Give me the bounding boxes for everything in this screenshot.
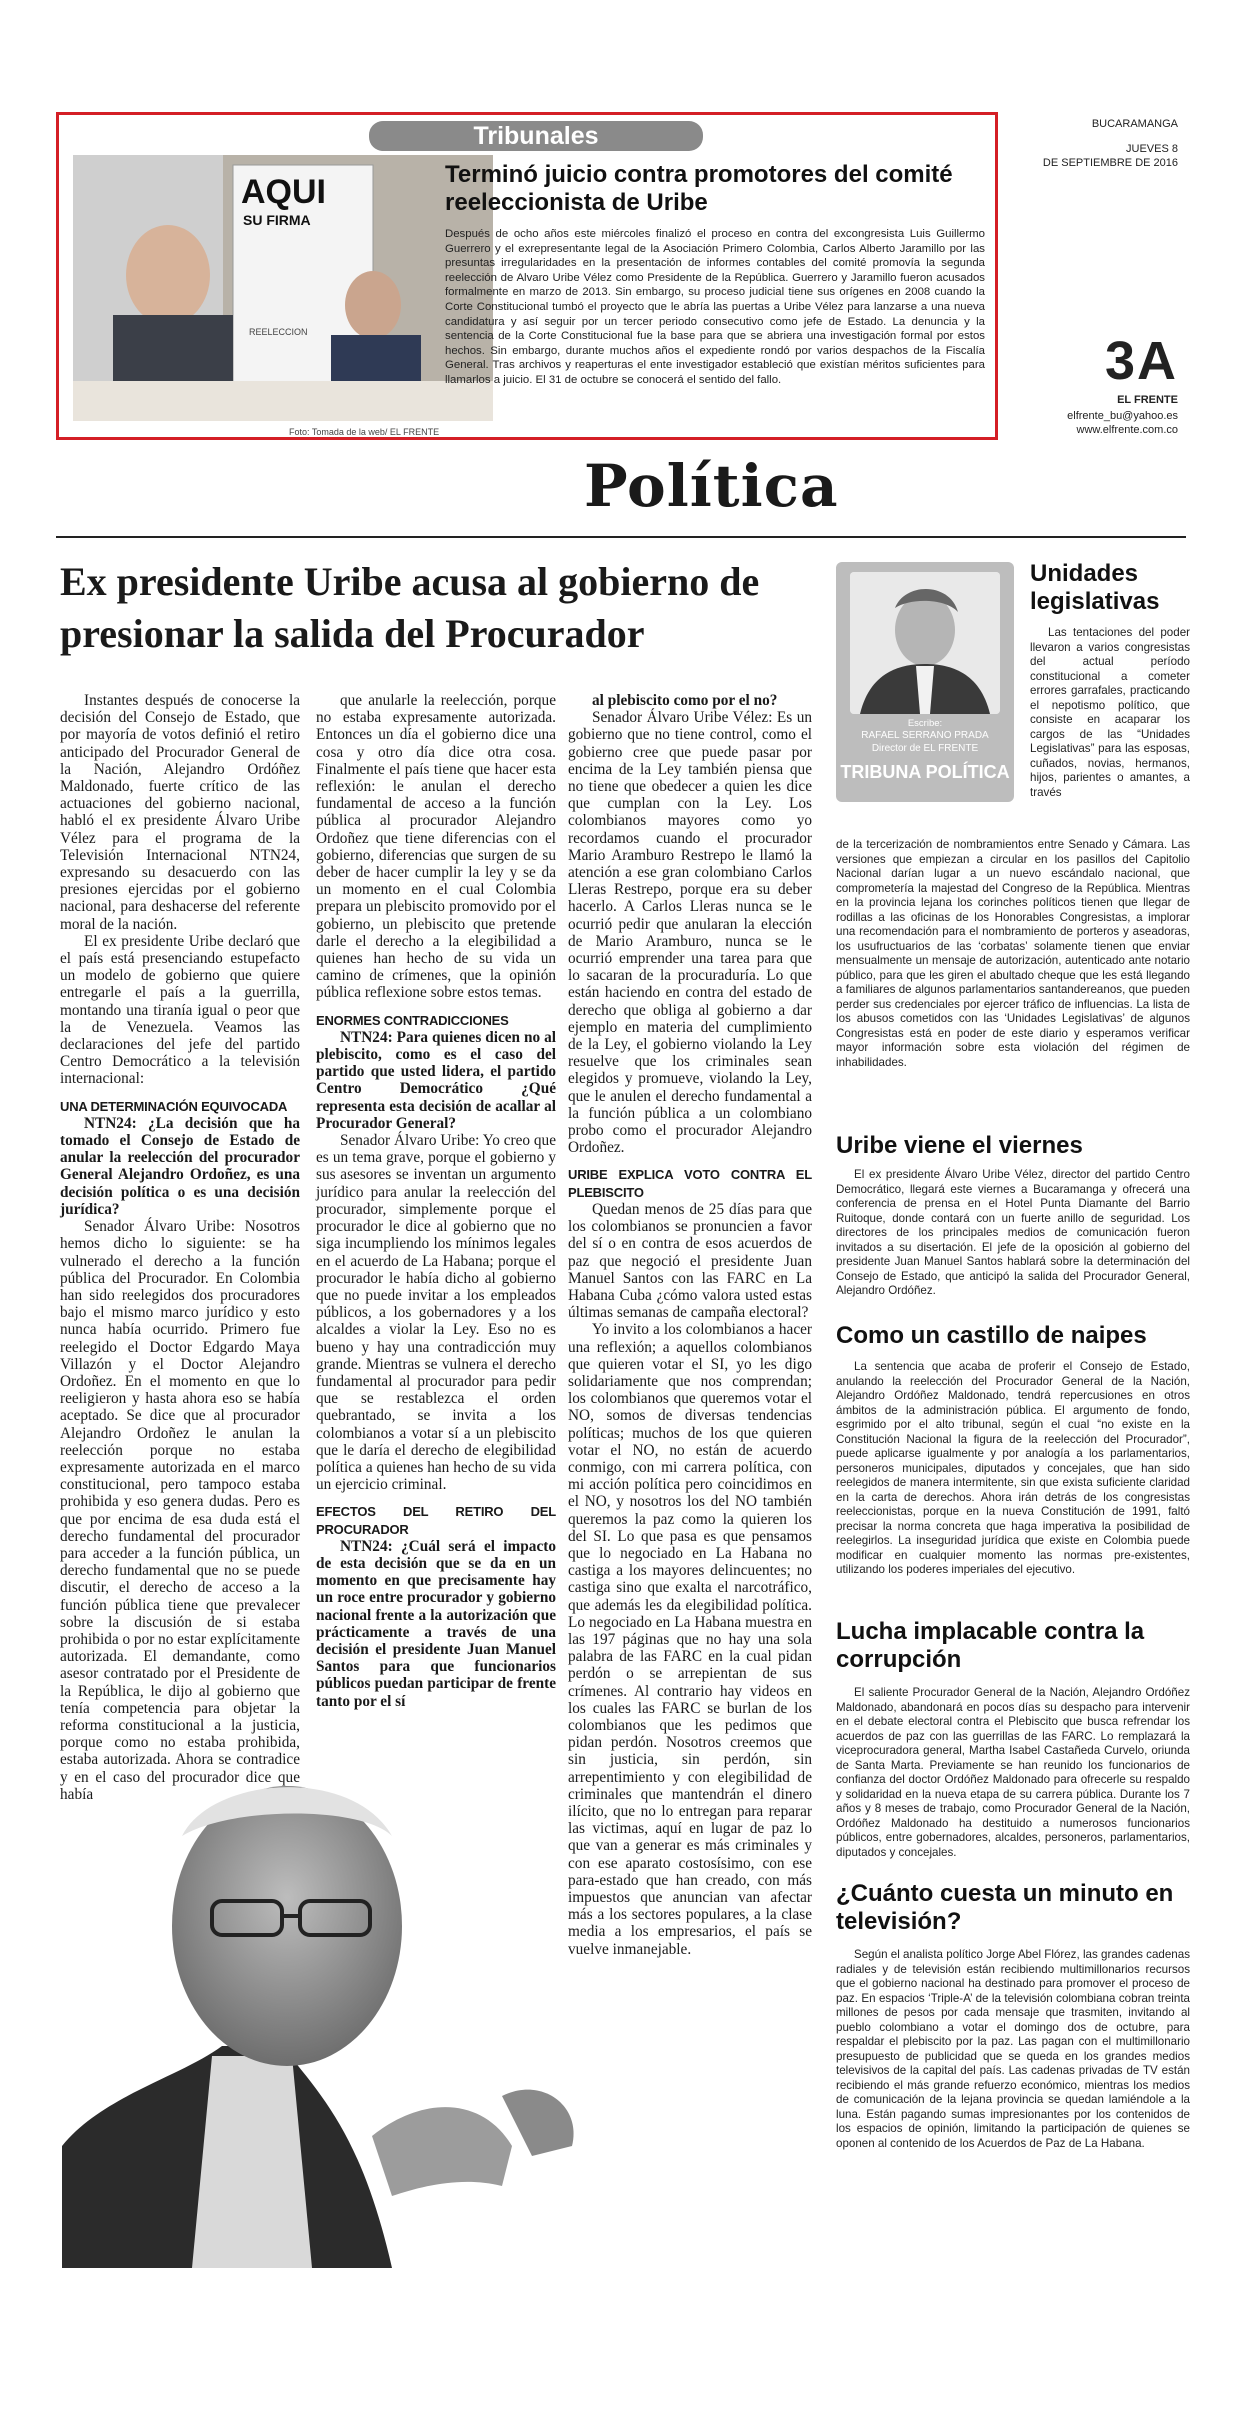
article-paragraph: Instantes después de conocerse la decisión del Consejo de Estado, que por mayoría de votos definió el retiro anticipado del Procurador General de la Nación, Alejandro Ordóñez Maldonado, fuerte crítico de las actuaciones del gobierno nacional, habló el ex presidente Álvaro Uribe Vélez para el programa de la Televisión Internacional NTN24, expresando su desacuerdo con las presiones ejercidas por el gobierno nacional, para deshacerse del referente moral de la nación.: [60, 692, 300, 933]
article-paragraph: Yo invito a los colombianos a hacer una reflexión; a aquellos colombianos que quieren votar el SI, yo les digo solidariamente que nos comprendan; los colombianos que queremos votar el NO, somos de diversas tendencias políticas; muchos de los que quieren votar el NO, no están de acuerdo conmigo, con mi carrera política, con mi acción política pero coincidimos en el NO, y nosotros los del NO también queremos la paz como la quieren los del SI. Lo que pasa es que pensamos que lo negociado en La Habana no castiga a los mayores delincuentes; no castiga sino que exalta el narcotráfico, que además les da elegibilidad política. Lo negociado en La Habana muestra en las 197 páginas que no hay una sola palabra de las FARC en la cual pidan perdón o se arrepientan de sus crímenes. Al contrario hay videos en los cuales las FARC se burlan de los colombianos que les pedimos que pidan perdón. Nosotros creemos que sin justicia, sin perdón, sin arrepentimiento y con elegibilidad de criminales que mantendrán el dinero ilícito, que no lo entregan para reparar las victimas, aquí en lugar de paz lo que van a generar es más criminales y con ese aparato costosísimo, con ese para-estado que han creado, con más impuestos que anuncian van afectar más a los sectores populares, a la clase media a los empresarios, el país se vuelve inmanejable.: [568, 1321, 812, 1958]
article-paragraph: Senador Álvaro Uribe: Yo creo que es un tema grave, porque el gobierno y sus asesores se inventan un argumento jurídico para anular la reelección del procurador, simplemente porque el procurador le dice al gobierno que no siga incumpliendo los mínimos legales en el acuerdo de La Habana; porque el procurador le había dicho al gobierno que no puede invitar a los empleados públicos, a los gobernadores y a los alcaldes a violar la Ley. Eso no es bueno y hay una contradicción muy grande. Mientras se vulnera el derecho fundamental al procurador para pedir que se restablezca el orden quebrantado, se invita a los colombianos a votar sí a un plebiscito que le daría el derecho de elegibilidad política a quienes han hecho de su vida un ejercicio criminal.: [316, 1132, 556, 1494]
sidebar-body-unidades-narrow: [1030, 626, 1190, 800]
brief-photo-illustration: [73, 155, 493, 421]
article-paragraph: que anularle la reelección, porque no estaba expresamente autorizada. Entonces un día el gobierno dice una cosa y otro día dice otra cosa. Finalmente el país tiene que hacer esta reflexión: le anulan el derecho fundamental de acceso a la función pública al procurador Alejandro Ordoñez que tiene diferencias con el gobierno, diferencias que surgen de su deber de hacer cumplir la ley y se da un momento en el cual Colombia prepara un plebiscito promovido por el gobierno, un plebiscito que pretende darle el derecho a la elegibilidad a quienes han hecho de su vida un camino de crímenes, que la opinión pública reflexione sobre estos temas.: [316, 692, 556, 1002]
tribuna-label: TRIBUNA POLÍTICA: [840, 762, 1010, 782]
section-divider: [56, 536, 1186, 538]
sidebar-title-uribe-viernes: Uribe viene el viernes: [836, 1132, 1083, 1159]
article-column-1: [60, 692, 300, 1803]
sidebar-paragraph: El ex presidente Álvaro Uribe Vélez, director del partido Centro Democrático, llegará este viernes a Bucaramanga y ofrecerá una conferencia de prensa en el Hotel Punta Diamante del Barrio Ruitoque, donde contará con un fuerte anillo de seguridad. Los directores de los principales medios de comunicación fueron invitados a su disertación. El jefe de la oposición al gobierno del presidente Juan Manuel Santos hablará sobre la determinación del Consejo de Estado, que anticipó la salida del Procurador General, Alejandro Ordóñez.: [836, 1168, 1190, 1297]
tribuna-author-role: Director de EL FRENTE: [871, 743, 979, 754]
article-paragraph: Senador Álvaro Uribe Vélez: Es un gobierno que no tiene control, como el gobierno cree que puede pasar por encima de la Ley también piensa que no tiene que obedecer a quien les dice que cumplan con la Ley. Los colombianos mayores como yo recordamos cuando el procurador Mario Aramburo Restrepo le llamó la atención a ese gran colombiano Carlos Lleras Restrepo, porque era su deber hacerlo. A Carlos Lleras nunca se le ocurrió pedir que anularan la elección de Mario Aramburo, nunca se le ocurrió emprender una tarea para que lo sacaran de la procuraduría. Lo que están haciendo en contra del estado de derecho que obliga al gobierno a dar ejemplo en materia del cumplimiento de la Ley, el gobierno violando la Ley resuelve que los criminales sean elegidos y promueve, violando la Ley, que le anulen el derecho fundamental a la función pública a un colombiano probo como el procurador Alejandro Ordoñez.: [568, 709, 812, 1157]
photo-sign-reeleccion: REELECCION: [249, 327, 308, 337]
tribuna-politica-box: [836, 562, 1014, 802]
masthead-paper-name: EL FRENTE: [1117, 394, 1178, 406]
brief-title: Terminó juicio contra promotores del comité reeleccionista de Uribe: [445, 161, 953, 216]
brief-body: Después de ocho años este miércoles finalizó el proceso en contra del excongresista Luis Guillermo Guerrero y el exrepresentante legal de la Asociación Primero Colombia, Carlos Alberto Jaramillo por las presuntas irregularidades en la presentación de informes contables del comité promovía la segunda reelección de Alvaro Uribe Vélez como Presidente de la República. Guerrero y Jaramillo fueron acusados formalmente en marzo de 2013. Sin embargo, su proceso judicial tiene sus orígenes en 2008 cuando la Corte Constitucional tumbó el proyecto que le abría las puertas a Uribe Vélez para lanzarse a una nueva candidatura y así seguir por un tercer periodo consecutivo como jefe de Estado. La denuncia y la sentencia de la Corte Constitucional fue la base para que se abriera una investigación formal por estos hechos. Sin embargo, durante muchos años el expediente rondó por varios despachos de la Fiscalía General. Tras archivos y reaperturas el ente investigador estableció que existían méritos suficientes para llamarlos a juicio. El 31 de octubre se conocerá el sentido del fallo.: [445, 228, 985, 386]
article-paragraph: Senador Álvaro Uribe: Nosotros hemos dicho lo siguiente: se ha vulnerado el derecho a la función pública del Procurador. En Colombia han sido reelegidos dos procuradores bajo el mismo marco jurídico y esto nunca había ocurrido. Primero fue reelegido el Doctor Edgardo Maya Villazón y el Doctor Alejandro Ordoñez. En el momento en que lo reeligieron y hasta ahora eso se había aceptado. Se dice que al procurador Alejandro Ordoñez le anulan la reelección porque no estaba expresamente autorizada en el marco constitucional, pero tampoco estaba prohibida y eso genera dudas. Pero es que por encima de esa duda está el derecho fundamental del procurador para acceder a la función pública, un derecho fundamental que no se puede discutir, el derecho de acceso a la función pública tiene que prevalecer sobre la discusión de si estaba prohibida o por no estar explícitamente autorizada. El demandante, como asesor contratado por el Presidente de la República, le dijo al gobierno que tenía competencia para objetar la reforma constitucional a la justicia, porque como no estaba prohibida, estaba autorizada. Ahora se contradice y en el caso del procurador dice que había: [60, 1218, 300, 1803]
sidebar-body-corrupcion: [836, 1686, 1190, 1860]
article-column-2: [316, 692, 556, 1710]
masthead-email: elfrente_bu@yahoo.es: [1067, 410, 1178, 422]
sidebar-paragraph: El saliente Procurador General de la Nación, Alejandro Ordóñez Maldonado, abandonará en pocos días su despacho para intervenir en el debate electoral contra el Plebiscito que busca refrendar los acuerdos de paz con las guerrillas de las FARC. Lo remplazará la viceprocuradora general, Martha Isabel Castañeda Curvelo, oriunda de Santa Marta. Previamente se han reunido los funcionarios de confianza del doctor Ordóñez Maldonado para ofrecerle su respaldo y solidaridad en la nueva etapa de su carrera pública. Durante los 7 años y 8 meses de trabajo, como Procurador General de la Nación, Ordóñez Maldonado ha destituido a numerosos funcionarios públicos, entre gobernadores, alcaldes, personeros, parlamentarios, diputados y concejales.: [836, 1686, 1190, 1859]
sidebar-paragraph: de la tercerización de nombramientos entre Senado y Cámara. Las versiones que empiezan a circular en los pasillos del Capitolio Nacional darían lugar a un nuevo escándalo nacional, que comprometería la majestad del Congreso de la República. Mientras en la provincia lejana los corinches políticos tienen que llegar de rodillas a las oficinas de los Honorables Congresistas, a implorar una recomendación para el nombramiento de porteros y aseadoras, los usufructuarios de las ‘corbatas’ solamente tienen que enviar mensualmente un mensaje de autorización, autenticado ante notario público, para que les giren el abultado cheque que les está llegando a familiares de algunos parlamentarios santandereanos, que pueden perder sus credenciales por ejercer tráfico de influencias. La lista de los abusos cometidos con las ‘Unidades Legislativas’ de algunos Congresistas está en poder de este diario y esperamos verificar mayor información sobre esta violación del régimen de inhabilidades.: [836, 838, 1190, 1069]
interview-question: NTN24: Para quienes dicen no al plebiscito, como es el caso del partido que usted lidera, el partido Centro Democrático ¿Qué representa esta decisión de acallar al Procurador General?: [316, 1028, 556, 1132]
photo-sign-firma: SU FIRMA: [243, 212, 311, 228]
masthead-date-line1: JUEVES 8: [1126, 143, 1178, 155]
sidebar-body-castillo: [836, 1360, 1190, 1578]
sidebar-paragraph: La sentencia que acaba de proferir el Consejo de Estado, anulando la reelección del Procurador General de la Nación, Alejandro Ordóñez Maldonado, tendrá repercusiones en otros ámbitos de la administración pública. El argumento de fondo, esgrimido por el alto tribunal, según el cual “no existe en la Constitución Nacional la figura de la reelección del Procurador”, puede aplicarse igualmente y por analogía a los parlamentarios, personeros municipales, diputados y concejales, que han sido reelegidos de manera intermitente, sin que exista suficiente claridad en la carta de derechos. Ahora irán detrás de los congresistas reeleccionistas, porque en la nueva Constitución de 1991, faltó precisar la norma concreta que haga imperativa la posibilidad de reelegirlos. La inseguridad jurídica que existe en Colombia puede modificar en cualquier momento las normas pre-existentes, utilizando los poderes imperiales del ejecutivo.: [836, 1360, 1190, 1576]
article-subheading: URIBE EXPLICA VOTO CONTRA EL PLEBISCITO: [568, 1167, 812, 1200]
brief-photo-credit: Foto: Tomada de la web/ EL FRENTE: [289, 427, 440, 437]
tribunales-brief-box: [56, 112, 998, 440]
brief-section-tab: Tribunales: [369, 121, 703, 151]
uribe-photo: [62, 1716, 642, 2268]
masthead-website: www.elfrente.com.co: [1076, 424, 1178, 436]
photo-sign-aqui: AQUI: [241, 173, 326, 211]
sidebar-paragraph: Las tentaciones del poder llevaron a varios congresistas del actual período constitucional a cometer errores garrafales, practicando el nepotismo político, que consiste en acaparar los cargos de las “Unidades Legislativas” para las esposas, cuñados, novias, hermanos, hijos, parientes o amantes, a través: [1030, 626, 1190, 799]
author-photo-illustration: [850, 572, 1000, 714]
sidebar-body-uribe-viernes: [836, 1168, 1190, 1299]
author-photo: [850, 572, 1000, 714]
page-number: 3A: [1104, 331, 1178, 391]
sidebar-body-unidades-wide: [836, 838, 1190, 1070]
sidebar-paragraph: Según el analista político Jorge Abel Flórez, las grandes cadenas radiales y de televisión están recibiendo multimillonarios recursos que el gobierno nacional ha destinado para promover el proceso de paz. En espacios ‘Triple-A’ de la televisión colombiana cobran treinta millones de pesos por cada mensaje que trasmiten, invitando al pueblo colombiano a votar el domingo dos de octubre, para respaldar el plebiscito por la paz. Las pagan con el multimillonario presupuesto de publicidad que se queda en los grandes medios televisivos de la capital del país. Las cadenas privadas de TV están recibiendo el más grande refuerzo económico, mientras los medios de comunicación de la lejana provincia se quedan lamiéndole a la luna. Están pagando sumas impresionantes por los contenidos de los espacios de opinión, limitando la participación de quienes se oponen al contenido de los Acuerdos de Paz de La Habana.: [836, 1948, 1190, 2150]
article-subheading: UNA DETERMINACIÓN EQUIVOCADA: [60, 1098, 288, 1114]
interview-question: NTN24: ¿Cuál será el impacto de esta decisión que se da en un momento en que precisamente hay un roce entre procurador y gobierno nacional frente a la autorización que prácticamente a través de una decisión el presidente Juan Manuel Santos para que funcionarios públicos puedan participar de frente tanto por el sí: [316, 1537, 556, 1710]
uribe-photo-illustration: [62, 1716, 642, 2268]
sidebar-title-unidades: Unidades legislativas: [1030, 560, 1160, 615]
masthead-date: [1043, 142, 1178, 170]
interview-question: NTN24: ¿La decisión que ha tomado el Consejo de Estado de anular la reelección del procurador General Alejandro Ordoñez, es una decisión política o es una decisión jurídica?: [60, 1114, 300, 1218]
article-subheading: EFECTOS DEL RETIRO DEL PROCURADOR: [316, 1504, 556, 1537]
main-headline: Ex presidente Uribe acusa al gobierno de presionar la salida del Procurador: [60, 559, 760, 656]
masthead-city: BUCARAMANGA: [1091, 118, 1178, 130]
article-paragraph: Quedan menos de 25 días para que los colombianos se pronuncien a favor del sí o en contra de esos acuerdos de paz que negoció el presidente Juan Manuel Santos con las FARC en La Habana Cuba ¿cómo valora usted estas últimas semanas de campaña electoral?: [568, 1200, 812, 1322]
sidebar-title-television: ¿Cuánto cuesta un minuto en televisión?: [836, 1880, 1174, 1935]
sidebar-title-corrupcion: Lucha implacable contra la corrupción: [836, 1618, 1145, 1673]
article-paragraph: El ex presidente Uribe declaró que el país está presenciando estupefacto un modelo de gobierno que quiere entregarle el país a la guerrilla, montando una tiranía igual o peor que la de Venezuela. Veamos las declaraciones del jefe del partido Centro Democrático a la televisión internacional:: [60, 932, 300, 1088]
sidebar-body-television: [836, 1948, 1190, 2151]
tribuna-escribe-label: Escribe:: [907, 718, 943, 729]
sidebar-title-castillo: Como un castillo de naipes: [836, 1322, 1147, 1349]
brief-photo: [73, 155, 493, 421]
masthead-date-line2: DE SEPTIEMBRE DE 2016: [1042, 157, 1178, 169]
tribuna-author: RAFAEL SERRANO PRADA: [861, 730, 989, 741]
interview-question: al plebiscito como por el no?: [592, 692, 778, 709]
article-subheading: ENORMES CONTRADICCIONES: [316, 1012, 509, 1028]
section-title: Política: [584, 452, 839, 520]
